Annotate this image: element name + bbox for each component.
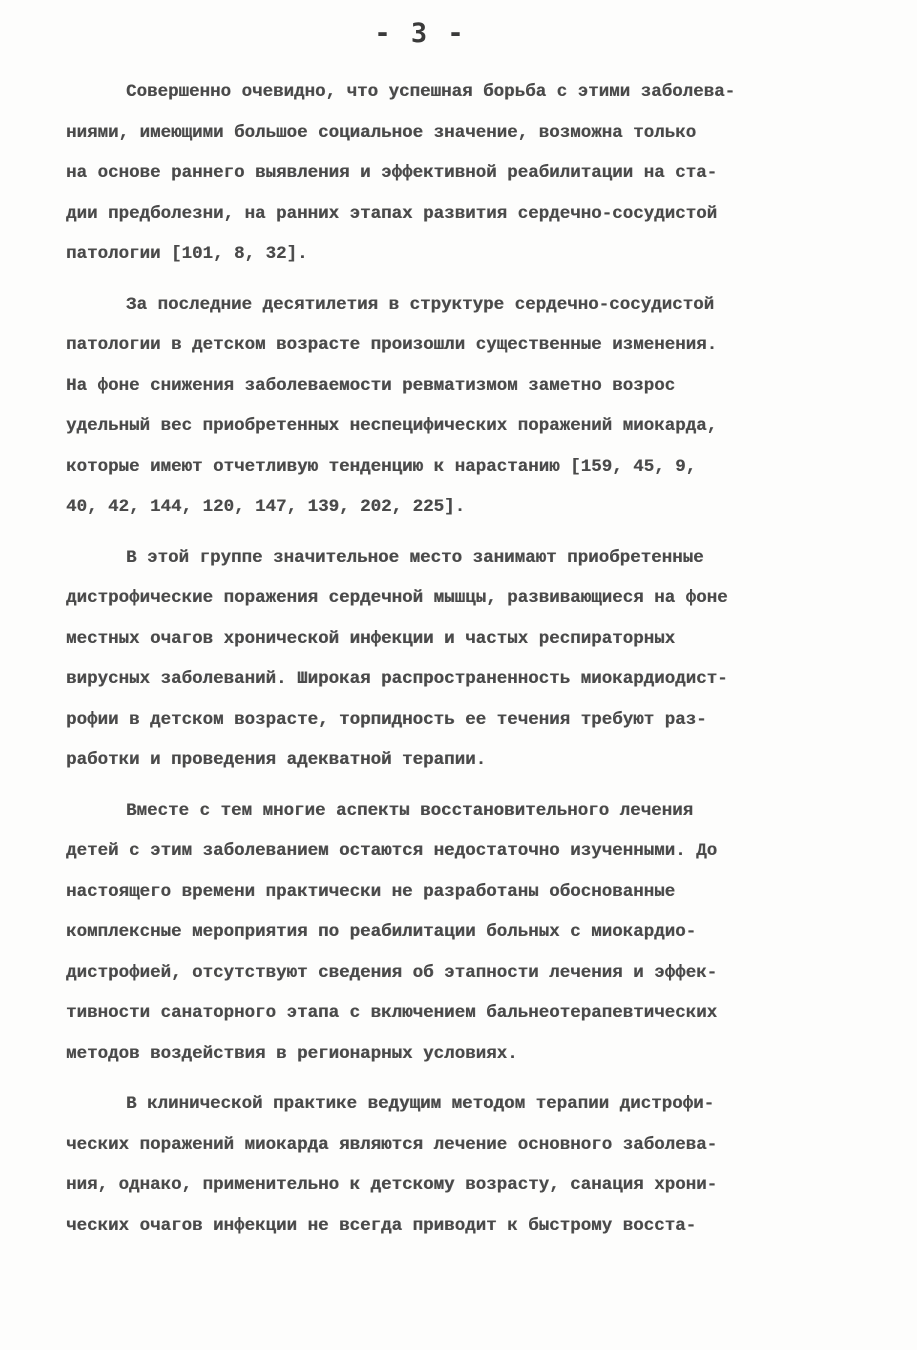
text-line: На фоне снижения заболеваемости ревматизмом заметно возрос <box>66 375 676 396</box>
text-line: работки и проведения адекватной терапии. <box>66 750 487 770</box>
page-number: - 3 - <box>374 18 466 49</box>
paragraph-2 <box>66 285 856 528</box>
paragraph-4 <box>66 791 856 1075</box>
text-line: ческих очагов инфекции не всегда приводит к быстрому восста- <box>66 1215 697 1236</box>
text-line: патологии в детском возрасте произошли существенные изменения. <box>66 335 718 355</box>
text-line: За последние десятилетия в структуре сердечно-сосудистой <box>126 294 715 315</box>
paragraph-1 <box>66 72 856 275</box>
text-line: настоящего времени практически не разработаны обоснованные <box>66 881 676 902</box>
text-line: на основе раннего выявления и эффективной реабилитации на ста- <box>66 163 718 183</box>
text-line: детей с этим заболеванием остаются недостаточно изученными. До <box>66 841 718 861</box>
text-line: дистрофией, отсутствуют сведения об этапности лечения и эффек- <box>66 962 718 983</box>
text-line: рофии в детском возрасте, торпидность ее течения требуют раз- <box>66 709 707 730</box>
text-line: методов воздействия в регионарных условиях. <box>66 1043 518 1064</box>
text-line: которые имеют отчетливую тенденцию к нарастанию [159, 45, 9, <box>66 456 697 477</box>
text-line: В этой группе значительное место занимают приобретенные <box>126 547 704 568</box>
text-line: местных очагов хронической инфекции и частых респираторных <box>66 628 676 649</box>
text-line: удельный вес приобретенных неспецифических поражений миокарда, <box>66 416 718 436</box>
text-line: патологии [101, 8, 32]. <box>66 244 308 264</box>
text-line: тивности санаторного этапа с включением бальнеотерапевтических <box>66 1003 718 1023</box>
paragraph-5 <box>66 1084 856 1246</box>
text-line: ческих поражений миокарда являются лечение основного заболева- <box>66 1134 718 1155</box>
text-line: комплексные мероприятия по реабилитации больных с миокардио- <box>66 922 697 942</box>
text-line: 40, 42, 144, 120, 147, 139, 202, 225]. <box>66 497 466 517</box>
text-line: вирусных заболеваний. Широкая распространенность миокардиодист- <box>66 669 728 689</box>
text-line: дии предболезни, на ранних этапах развития сердечно-сосудистой <box>66 203 718 224</box>
text-line: дистрофические поражения сердечной мышцы, развивающиеся на фоне <box>66 588 728 608</box>
paragraph-3 <box>66 538 856 781</box>
text-line: Вместе с тем многие аспекты восстановительного лечения <box>126 800 694 821</box>
text-line: В клинической практике ведущим методом терапии дистрофи- <box>126 1094 715 1114</box>
document-body <box>66 72 856 1246</box>
text-line: Совершенно очевидно, что успешная борьба с этими заболева- <box>126 82 736 102</box>
text-line: ния, однако, применительно к детскому возрасту, санация хрони- <box>66 1175 718 1195</box>
text-line: ниями, имеющими большое социальное значение, возможна только <box>66 122 697 143</box>
